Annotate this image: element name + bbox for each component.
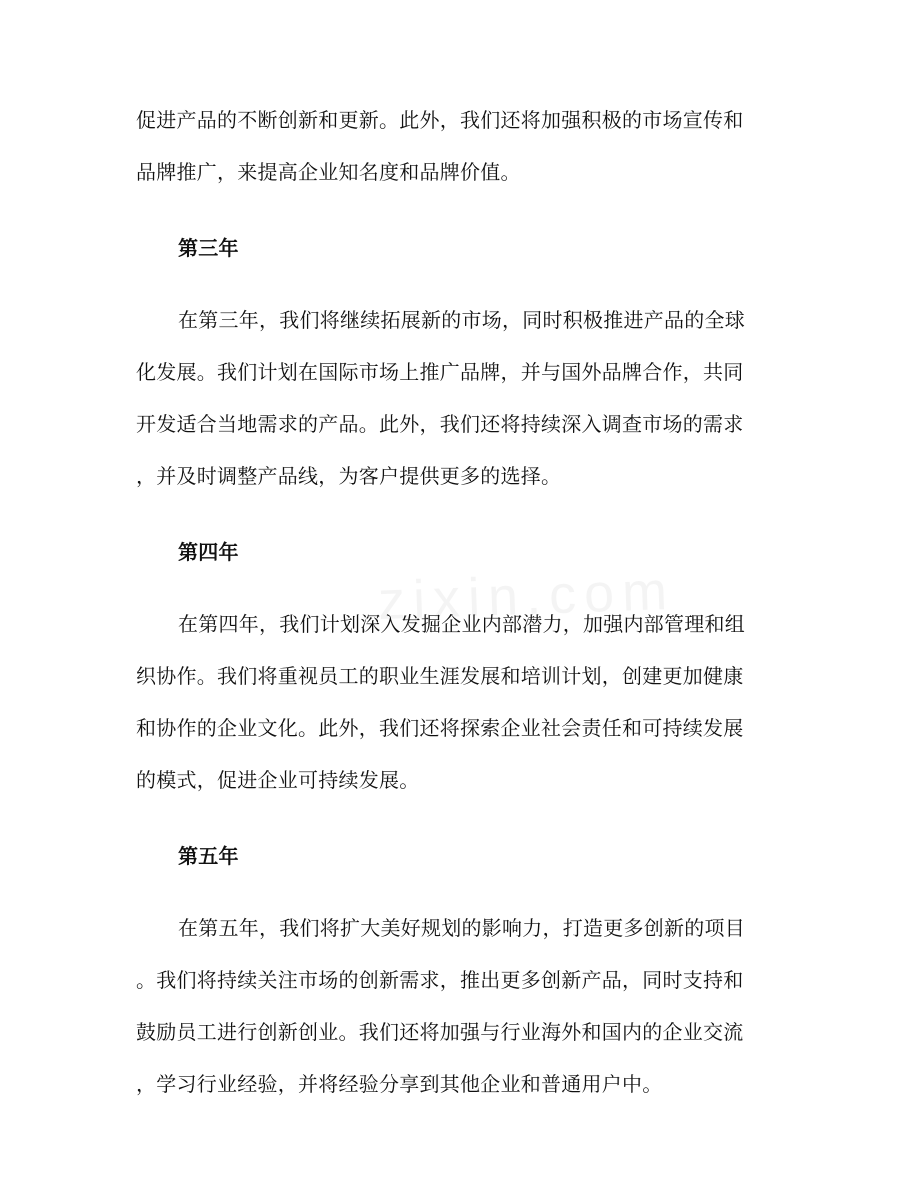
paragraph-line: 在第四年，我们计划深入发掘企业内部潜力，加强内部管理和组 bbox=[178, 612, 745, 636]
section-paragraph bbox=[136, 610, 776, 794]
paragraph-line: 的模式，促进企业可持续发展。 bbox=[136, 768, 420, 792]
section-paragraph bbox=[136, 306, 776, 490]
paragraph-line: 和协作的企业文化。此外，我们还将探索企业社会责任和可持续发展 bbox=[136, 716, 744, 740]
intro-paragraph bbox=[136, 106, 776, 186]
paragraph-line: 鼓励员工进行创新创业。我们还将加强与行业海外和国内的企业交流 bbox=[136, 1020, 744, 1044]
paragraph-line: ，并及时调整产品线，为客户提供更多的选择。 bbox=[136, 464, 562, 488]
section-paragraph bbox=[136, 914, 776, 1098]
section-heading: 第三年 bbox=[178, 236, 239, 260]
paragraph-line: 开发适合当地需求的产品。此外，我们还将持续深入调查市场的需求 bbox=[136, 412, 744, 436]
paragraph-line: 化发展。我们计划在国际市场上推广品牌，并与国外品牌合作，共同 bbox=[136, 360, 744, 384]
section-year-5 bbox=[136, 842, 776, 1098]
paragraph-line: 在第五年，我们将扩大美好规划的影响力，打造更多创新的项目 bbox=[178, 916, 745, 940]
section-year-4 bbox=[136, 538, 776, 794]
document-body bbox=[136, 106, 776, 1098]
section-year-3 bbox=[136, 234, 776, 490]
paragraph-line: 在第三年，我们将继续拓展新的市场，同时积极推进产品的全球 bbox=[178, 308, 745, 332]
paragraph-line: 。我们将持续关注市场的创新需求，推出更多创新产品，同时支持和 bbox=[136, 968, 744, 992]
paragraph-line: 织协作。我们将重视员工的职业生涯发展和培训计划，创建更加健康 bbox=[136, 664, 744, 688]
section-heading: 第四年 bbox=[178, 540, 239, 564]
paragraph-line: 促进产品的不断创新和更新。此外，我们还将加强积极的市场宣传和 bbox=[136, 108, 744, 132]
paragraph-line: ，学习行业经验，并将经验分享到其他企业和普通用户中。 bbox=[136, 1072, 663, 1096]
section-heading: 第五年 bbox=[178, 844, 239, 868]
paragraph-line: 品牌推广，来提高企业知名度和品牌价值。 bbox=[136, 160, 521, 184]
